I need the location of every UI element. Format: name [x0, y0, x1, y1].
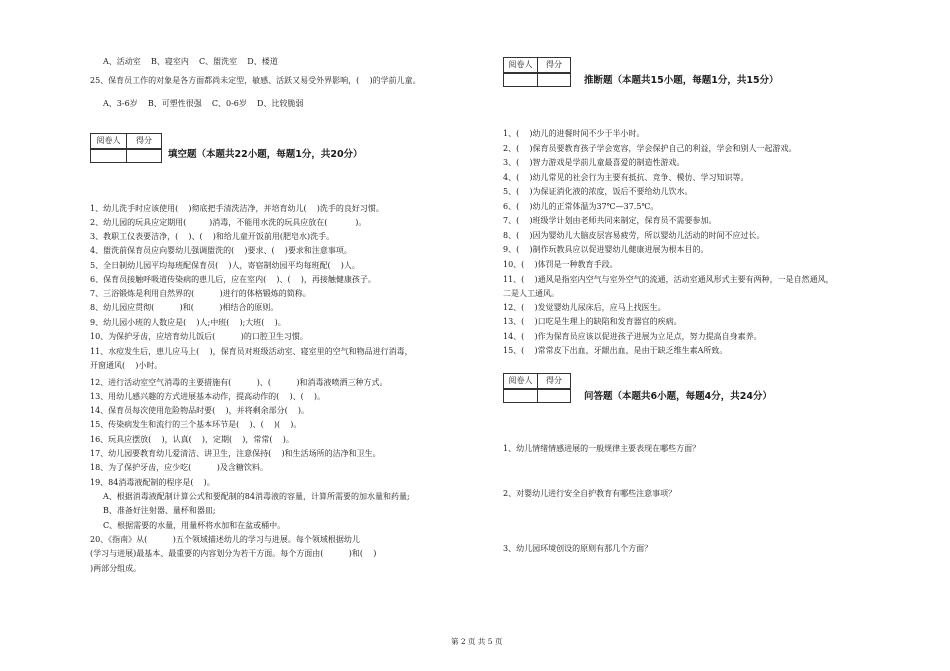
page-footer: 第 2 页 共 5 页 — [451, 637, 503, 646]
fill-question-line: 20、《指南》从( )五个领域描述幼儿的学习与进展。每个领域根据幼儿 — [90, 535, 360, 544]
qa-section-title: 问答题（本题共6小题，每题4分，共24分） — [584, 391, 772, 402]
judge-question-line: 2、( )保育员要教育孩子学会宽容，学会保护自己的利益，学会和别人一起游戏。 — [503, 144, 797, 153]
fill-question-line: 10、为保护牙齿，应培育幼儿饭后( )的口腔卫生习惯。 — [90, 332, 308, 341]
judge-question-line: 6、( )幼儿的正常体温为37℃—37.5℃。 — [503, 202, 659, 211]
fill-question-line: 7、三浴锻炼是利用自然界的( )进行的体格锻炼的简称。 — [90, 289, 311, 298]
fill-section-title: 填空题（本题共22小题，每题1分，共20分） — [168, 149, 363, 160]
fill-question-line: 14、保育员每次使用危险物品时要( )，并将剩余部分( )。 — [90, 406, 310, 415]
fill-question-line: 12、进行活动室空气消毒的主要措施有( )、( )和消毒液喷洒三种方式。 — [90, 378, 388, 387]
fill-question-line: )两部分组成。 — [90, 564, 142, 573]
q25-options: A、3-6岁 B、可塑性很强 C、0-6岁 D、比较脆弱 — [103, 99, 304, 108]
fill-question-line: 17、幼儿园要教育幼儿爱清洁、讲卫生，注意保持( )和生活场所的洁净和卫生。 — [90, 449, 381, 458]
fill-question-line: 2、幼儿园的玩具应定期用( )消毒，不能用水洗的玩具应放在( )。 — [90, 218, 367, 227]
judge-score-blank — [503, 73, 571, 87]
fill-question-line: B、准备好注射器、量杯和器皿; — [103, 506, 216, 515]
score-label: 得分 — [136, 136, 152, 145]
judge-question-line: 4、( )幼儿常见的社会行为主要有抵抗、竞争、模仿、学习知识等。 — [503, 173, 749, 182]
fill-score-box — [90, 133, 162, 149]
fill-question-line: 11、水痘发生后，患儿应马上( )，保育员对班级活动室、寝室里的空气和物品进行消毒， — [90, 347, 413, 356]
judge-question-line: 二是人工通风。 — [503, 289, 559, 298]
judge-question-line: 10、( )体罚是一种教育手段。 — [503, 260, 618, 269]
fill-question-line: C、根据需要的水量，用量杯将水加和在盆或桶中。 — [103, 521, 286, 530]
fill-question-line: 19、84消毒液配制的程序是( )。 — [90, 478, 215, 487]
fill-question-line: 开窗通风( )小时。 — [90, 361, 163, 370]
judge-question-line: 1、( )幼儿的进餐时间不少于半小时。 — [503, 129, 645, 138]
fill-question-line: 6、保育员接触呼吸道传染病的患儿后，应在室内( )、( )，再接触健康孩子。 — [90, 275, 376, 284]
fill-score-blank — [90, 149, 162, 163]
qa-score-blank — [503, 389, 571, 403]
score-label: 得分 — [546, 60, 562, 69]
score-label: 得分 — [546, 376, 562, 385]
judge-question-line: 9、( )制作玩教具应以促进婴幼儿健康进展为根本目的。 — [503, 245, 709, 254]
judge-question-line: 8、( )因为婴幼儿大脑皮层容易疲劳，所以婴幼儿活动的时间不应过长。 — [503, 231, 765, 240]
judge-question-line: 13、( )口吃是生理上的缺陷和发育器官的疾病。 — [503, 317, 682, 326]
fill-question-line: 13、用幼儿感兴趣的方式进展基本动作，提高动作的( )、( )。 — [90, 392, 326, 401]
fill-question-line: 3、教职工仪表要洁净，( )、( )和给儿童开饭前用(肥皂水)洗手。 — [90, 232, 335, 241]
judge-question-line: 15、( )常常皮下出血，牙龈出血，是由于缺乏维生素A所致。 — [503, 346, 728, 355]
fill-question-line: 5、全日制幼儿园平均每班配保育员( )人，寄宿制幼园平均每班配( )人。 — [90, 261, 360, 270]
judge-question-line: 7、( )班级学计划由老师共同来制定，保育员不需要参加。 — [503, 216, 717, 225]
fill-question-line: A、根据消毒液配制计算公式和要配制的84消毒液的容量，计算所需要的加水量和药量; — [103, 492, 410, 501]
judge-section-title: 推断题（本题共15小题，每题1分，共15分） — [584, 75, 779, 86]
fill-question-line: 9、幼儿园小班的人数应是( )人;中班( );大班( )。 — [90, 318, 286, 327]
fill-question-line: 1、幼儿洗手时应该使用( )彻底把手清洗洁净，并培育幼儿( )洗手的良好习惯。 — [90, 204, 384, 213]
q25-text: 25、保育员工作的对象是各方面都尚未定型，敏感、活跃又易受外界影响，( )的学前儿童。 — [90, 76, 421, 85]
qa-question-1: 1、幼儿情绪情感进展的一般规律主要表现在哪些方面？ — [503, 444, 701, 453]
scorer-label: 阅卷人 — [91, 134, 127, 148]
fill-question-line: (学习与进展)最基本、最重要的内容划分为若干方面。每个方面由( )和( ) — [90, 549, 377, 558]
judge-question-line: 5、( )为保证消化液的浓度，饭后不要给幼儿饮水。 — [503, 187, 693, 196]
judge-question-line: 14、( )作为保育员应该以促进孩子进展为立足点，努力提高自身素养。 — [503, 332, 762, 341]
fill-question-line: 4、盥洗前保育员应向婴幼儿强调盥洗的( )要求、( )要求和注意事项。 — [90, 246, 352, 255]
scorer-label: 阅卷人 — [504, 374, 538, 388]
fill-question-line: 8、幼儿园应贯彻( )和( )相结合的原则。 — [90, 303, 279, 312]
qa-score-box — [503, 373, 571, 389]
judge-score-box — [503, 57, 571, 73]
fill-question-line: 18、为了保护牙齿，应少吃( )及含糖饮料。 — [90, 463, 268, 472]
q24-options: A、活动室 B、寝室内 C、盥洗室 D、楼道 — [103, 57, 278, 66]
judge-question-line: 3、( )智力游戏是学前儿童最喜爱的制造性游戏。 — [503, 158, 685, 167]
fill-question-line: 16、玩具应摆放( )，认真( )，定期( )，常常( )。 — [90, 435, 294, 444]
scorer-label: 阅卷人 — [504, 58, 538, 72]
qa-question-2: 2、对婴幼儿进行安全自护教育有哪些注意事项？ — [503, 489, 677, 498]
qa-question-3: 3、幼儿园环境创设的原则有那几个方面？ — [503, 544, 653, 553]
judge-question-line: 11、( )通风是指室内空气与室外空气的流通，活动室通风形式主要有两种，一是自然通风， — [503, 275, 834, 284]
judge-question-line: 12、( )发觉婴幼儿尿床后，应马上找医生。 — [503, 303, 666, 312]
fill-question-line: 15、传染病发生和流行的三个基本环节是( )、( )( )。 — [90, 420, 302, 429]
